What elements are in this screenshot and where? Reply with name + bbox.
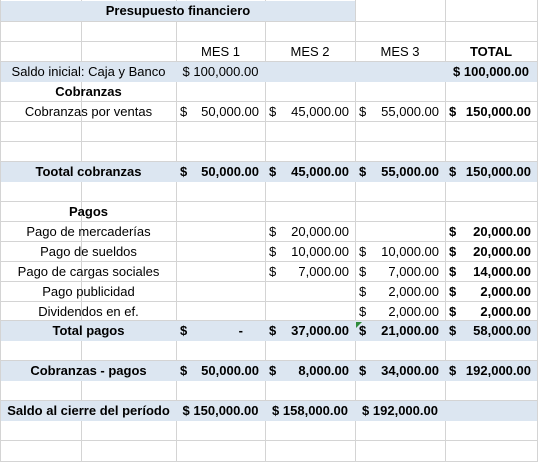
amount-value: 37,000.00 — [291, 323, 349, 338]
currency-symbol: $ — [180, 363, 188, 378]
value-cell[interactable] — [265, 361, 355, 381]
row-label[interactable]: Cobranzas por ventas — [24, 104, 153, 119]
amount-value: 58,000.00 — [473, 323, 531, 338]
value-cell[interactable] — [355, 242, 445, 262]
header-mes-3[interactable]: MES 3 — [380, 44, 420, 59]
value-cell[interactable] — [355, 162, 445, 182]
amount-value: 14,000.00 — [473, 264, 531, 279]
amount-value: - — [238, 323, 243, 338]
value-cell[interactable] — [445, 361, 537, 381]
value-cell[interactable] — [445, 242, 537, 262]
amount-value: 55,000.00 — [381, 164, 439, 179]
value-cell[interactable] — [355, 102, 445, 122]
value-cell[interactable] — [176, 321, 265, 341]
sheet-title[interactable]: Presupuesto financiero — [105, 3, 251, 18]
amount-value: 150,000.00 — [465, 164, 531, 179]
row-label[interactable]: Pago de sueldos — [40, 244, 137, 259]
amount-value: 45,000.00 — [291, 164, 349, 179]
currency-symbol: $ — [269, 323, 277, 338]
amount-value: 2,000.00 — [480, 284, 531, 299]
value-cell[interactable] — [445, 282, 537, 302]
grid-row-line — [0, 21, 538, 22]
currency-symbol: $ — [359, 363, 367, 378]
currency-symbol: $ — [269, 264, 277, 279]
row-label[interactable]: Pago publicidad — [42, 284, 135, 299]
value-cell[interactable] — [355, 361, 445, 381]
value-cell[interactable]: $ 100,000.00 — [182, 64, 259, 79]
currency-symbol: $ — [449, 284, 457, 299]
amount-value: 10,000.00 — [291, 244, 349, 259]
value-cell[interactable]: $ 100,000.00 — [453, 64, 529, 79]
value-cell[interactable] — [265, 262, 355, 282]
value-cell[interactable] — [445, 222, 537, 242]
currency-symbol: $ — [449, 363, 457, 378]
currency-symbol: $ — [449, 304, 457, 319]
value-cell[interactable] — [445, 102, 537, 122]
amount-value: 2,000.00 — [480, 304, 531, 319]
currency-symbol: $ — [269, 363, 277, 378]
value-cell[interactable] — [265, 321, 355, 341]
value-cell[interactable] — [445, 162, 537, 182]
currency-symbol: $ — [359, 244, 367, 259]
amount-value: 192,000.00 — [465, 363, 531, 378]
value-cell[interactable] — [265, 242, 355, 262]
header-mes-1[interactable]: MES 1 — [200, 44, 240, 59]
currency-symbol: $ — [269, 244, 277, 259]
value-cell[interactable] — [445, 321, 537, 341]
amount-value: 20,000.00 — [291, 224, 349, 239]
row-label[interactable]: Cobranzas — [55, 84, 122, 99]
row-label[interactable]: Pago de cargas sociales — [17, 264, 160, 279]
value-cell[interactable] — [355, 262, 445, 282]
row-label[interactable]: Pagos — [68, 204, 108, 219]
currency-symbol: $ — [359, 304, 367, 319]
value-cell[interactable] — [355, 302, 445, 322]
amount-value: 2,000.00 — [388, 304, 439, 319]
amount-value: 34,000.00 — [381, 363, 439, 378]
amount-value: 20,000.00 — [473, 244, 531, 259]
value-cell[interactable] — [355, 282, 445, 302]
grid-row-line — [0, 141, 538, 142]
amount-value: 150,000.00 — [465, 104, 531, 119]
currency-symbol: $ — [180, 323, 188, 338]
value-cell[interactable]: $ 150,000.00 — [182, 403, 259, 418]
cell-note-marker-icon — [356, 322, 362, 328]
value-cell[interactable] — [265, 162, 355, 182]
currency-symbol: $ — [449, 244, 457, 259]
currency-symbol: $ — [449, 104, 457, 119]
value-cell[interactable]: $ 192,000.00 — [362, 403, 438, 418]
currency-symbol: $ — [180, 164, 188, 179]
amount-value: 8,000.00 — [298, 363, 349, 378]
amount-value: 7,000.00 — [298, 264, 349, 279]
value-cell[interactable] — [445, 302, 537, 322]
value-cell[interactable]: $ 158,000.00 — [272, 403, 348, 418]
amount-value: 21,000.00 — [381, 323, 439, 338]
amount-value: 20,000.00 — [473, 224, 531, 239]
amount-value: 2,000.00 — [388, 284, 439, 299]
value-cell[interactable] — [176, 162, 265, 182]
value-cell[interactable] — [176, 361, 265, 381]
currency-symbol: $ — [359, 323, 367, 338]
amount-value: 50,000.00 — [201, 104, 259, 119]
value-cell[interactable] — [265, 222, 355, 242]
currency-symbol: $ — [449, 164, 457, 179]
value-cell[interactable] — [176, 102, 265, 122]
amount-value: 7,000.00 — [388, 264, 439, 279]
row-label[interactable]: Total pagos — [52, 323, 125, 338]
amount-value: 45,000.00 — [291, 104, 349, 119]
header-mes-2[interactable]: MES 2 — [290, 44, 330, 59]
currency-symbol: $ — [359, 164, 367, 179]
currency-symbol: $ — [180, 104, 188, 119]
currency-symbol: $ — [449, 264, 457, 279]
currency-symbol: $ — [359, 264, 367, 279]
row-label[interactable]: Cobranzas - pagos — [30, 363, 147, 378]
row-label[interactable]: Saldo inicial: Caja y Banco — [11, 64, 166, 79]
row-label[interactable]: Pago de mercaderías — [26, 224, 151, 239]
row-label[interactable]: Dividendos en ef. — [38, 304, 139, 319]
row-label[interactable]: Saldo al cierre del período — [7, 403, 170, 418]
amount-value: 50,000.00 — [201, 363, 259, 378]
currency-symbol: $ — [269, 164, 277, 179]
currency-symbol: $ — [269, 224, 277, 239]
amount-value: 50,000.00 — [201, 164, 259, 179]
currency-symbol: $ — [359, 284, 367, 299]
currency-symbol: $ — [449, 323, 457, 338]
value-cell[interactable] — [265, 102, 355, 122]
currency-symbol: $ — [359, 104, 367, 119]
value-cell[interactable] — [355, 321, 445, 341]
amount-value: 10,000.00 — [381, 244, 439, 259]
grid-row-line — [0, 440, 538, 441]
currency-symbol: $ — [269, 104, 277, 119]
currency-symbol: $ — [449, 224, 457, 239]
value-cell[interactable] — [445, 262, 537, 282]
amount-value: 55,000.00 — [381, 104, 439, 119]
row-label[interactable]: Tootal cobranzas — [35, 164, 142, 179]
header-total[interactable]: TOTAL — [469, 44, 513, 59]
